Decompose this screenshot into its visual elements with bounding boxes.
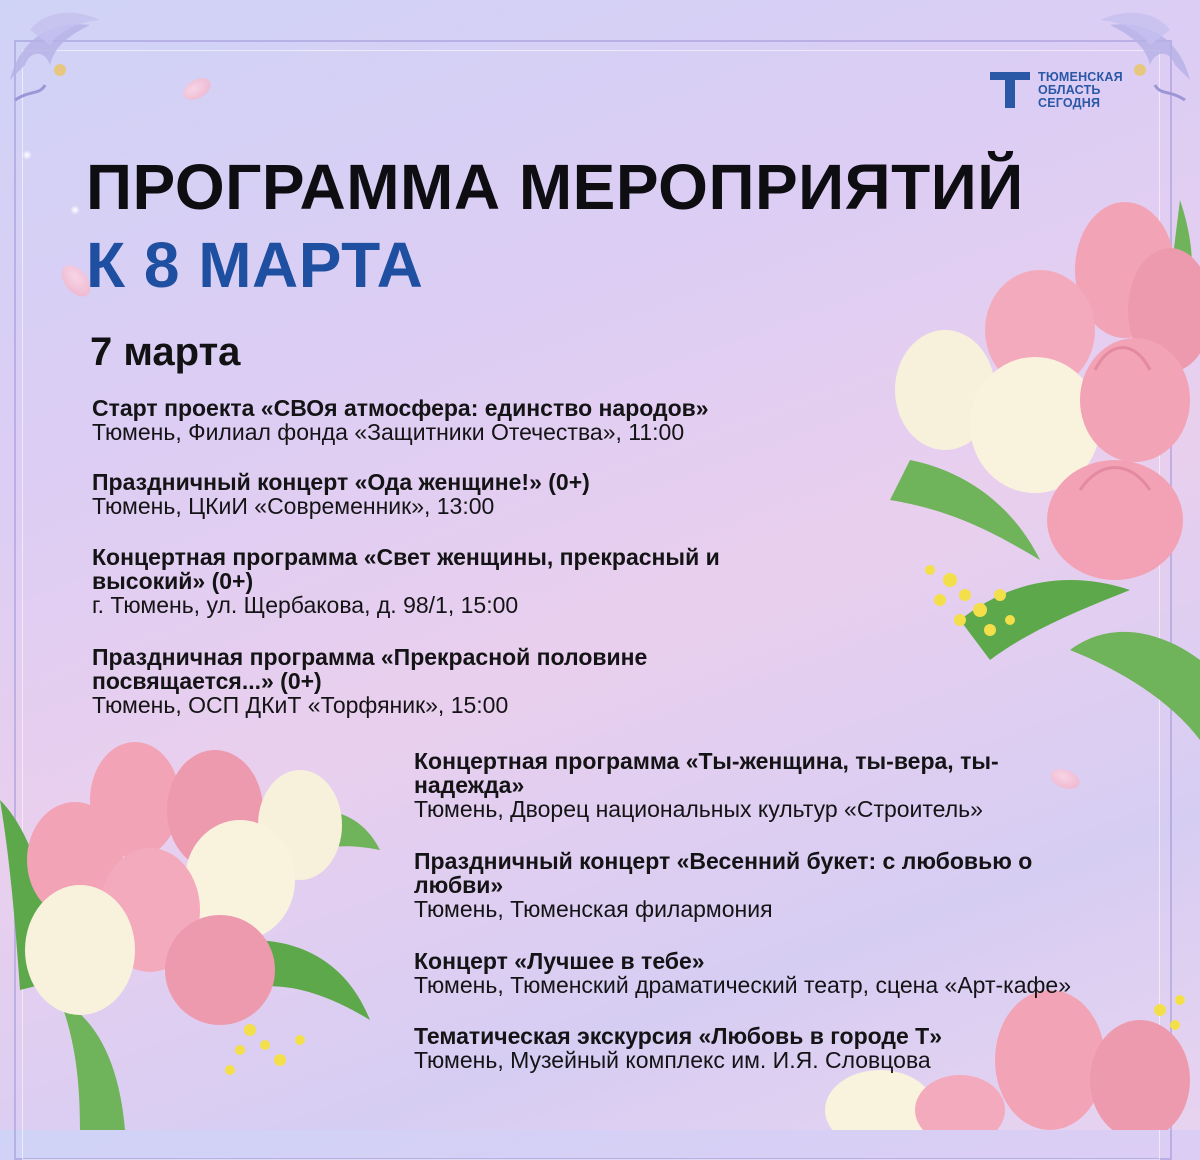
tulip-bouquet-right-image	[870, 200, 1200, 760]
brand-logo-text	[1038, 71, 1123, 110]
event-item	[92, 645, 647, 717]
logo-line-3: СЕГОДНЯ	[1038, 95, 1101, 110]
event-name: Тематическая экскурсия «Любовь в городе Т»	[414, 1023, 943, 1049]
event-place: Тюмень, ОСП ДКиТ «Торфяник», 15:00	[92, 692, 509, 718]
event-item	[92, 396, 709, 444]
event-name: Старт проекта «СВОя атмосфера: единство народов»	[92, 395, 709, 421]
event-item	[92, 470, 590, 518]
logo-line-1: ТЮМЕНСКАЯ	[1038, 69, 1123, 84]
event-name-line-1: Концертная программа «Свет женщины, прекрасный и	[92, 544, 720, 570]
event-place: Тюмень, Дворец национальных культур «Строитель»	[414, 796, 983, 822]
event-name-line-1: Праздничная программа «Прекрасной половине	[92, 644, 648, 670]
event-place: Тюмень, ЦКиИ «Современник», 13:00	[92, 493, 495, 519]
event-name-line-2: посвящается...» (0+)	[92, 668, 322, 694]
sparkle-icon	[22, 150, 32, 160]
event-name: Праздничный концерт «Ода женщине!» (0+)	[92, 469, 590, 495]
event-item	[414, 749, 999, 821]
event-name-line-2: надежда»	[414, 772, 525, 798]
logo-line-2: ОБЛАСТЬ	[1038, 82, 1101, 97]
date-heading: 7 марта	[90, 330, 241, 374]
event-name-line-1: Концертная программа «Ты-женщина, ты-вера, ты-	[414, 748, 999, 774]
event-name: Концерт «Лучшее в тебе»	[414, 948, 705, 974]
event-place: Тюмень, Филиал фонда «Защитники Отечества», 11:00	[92, 419, 685, 445]
page-title-line-2: К 8 МАРТА	[86, 229, 424, 301]
event-item	[414, 849, 1032, 921]
event-item	[414, 949, 1071, 997]
sparkle-icon	[70, 205, 80, 215]
event-item	[92, 545, 720, 617]
event-place: Тюмень, Музейный комплекс им. И.Я. Словцова	[414, 1047, 931, 1073]
tulip-bouquet-left-image	[0, 740, 400, 1130]
event-place: Тюмень, Тюменский драматический театр, сцена «Арт-кафе»	[414, 972, 1072, 998]
event-name-line-1: Праздничный концерт «Весенний букет: с любовью о	[414, 848, 1033, 874]
ornament-corner-left-icon	[0, 0, 140, 110]
event-name-line-2: любви»	[414, 872, 504, 898]
event-place: Тюмень, Тюменская филармония	[414, 896, 773, 922]
event-name-line-2: высокий» (0+)	[92, 568, 254, 594]
page-title-line-1: ПРОГРАММА МЕРОПРИЯТИЙ	[86, 151, 1024, 223]
event-place: г. Тюмень, ул. Щербакова, д. 98/1, 15:00	[92, 592, 519, 618]
brand-logo	[990, 70, 1123, 110]
event-item	[414, 1024, 942, 1072]
letter-t-logo-icon	[990, 70, 1030, 110]
